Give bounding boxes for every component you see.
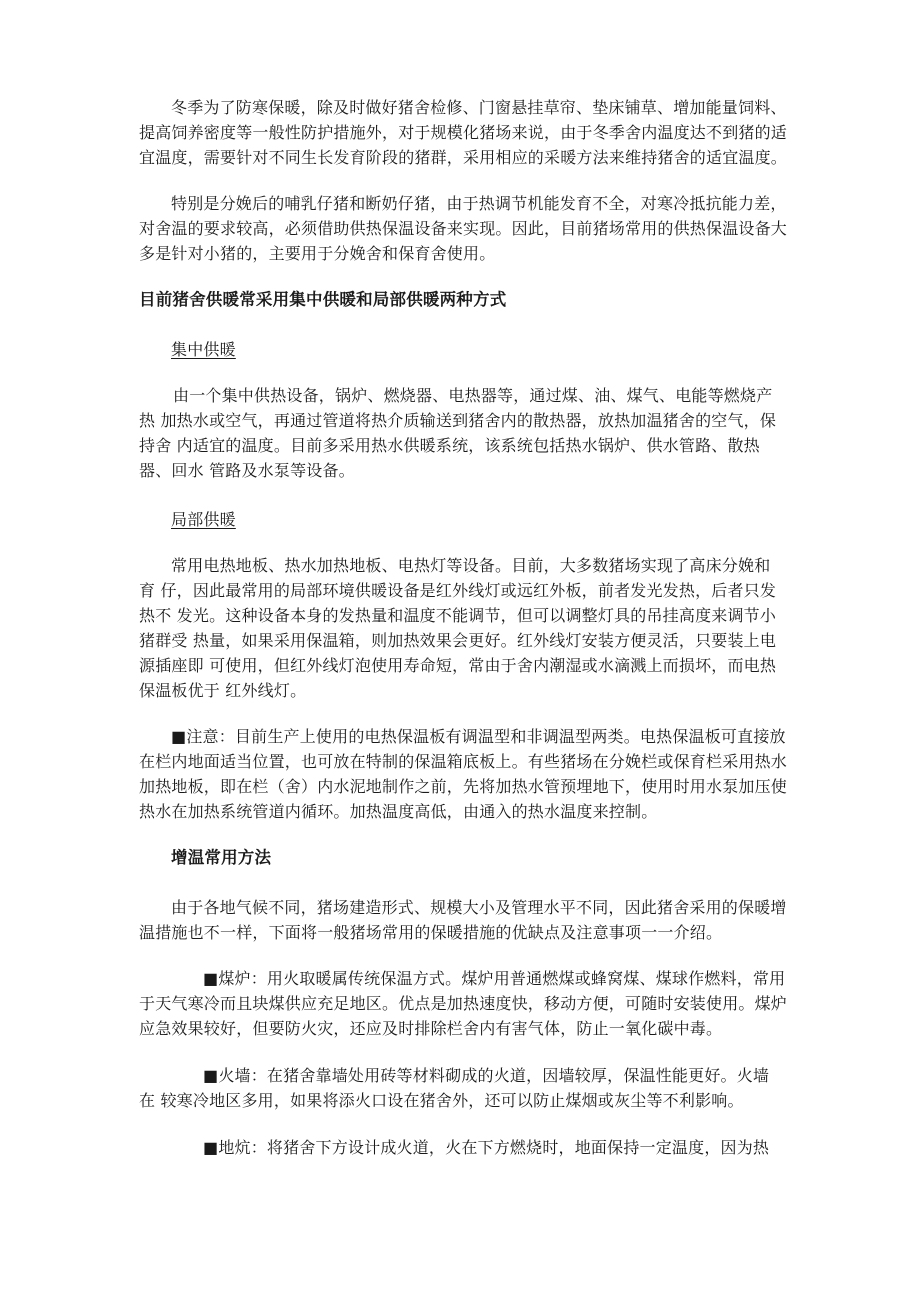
text-line: ■火墙：在猪舍靠墙处用砖等材料砌成的火道，因墙较厚，保温性能更好。火墙: [203, 1066, 770, 1085]
text-line: 加热地板，即在栏（舍）内水泥地制作之前，先将加热水管预埋地下，使用时用水泵加压使: [139, 777, 788, 796]
text-line: 持舍 内适宜的温度。目前多采用热水供暖系统，该系统包括热水锅炉、供水管路、散热: [139, 436, 760, 455]
text-line: 宜温度，需要针对不同生长发育阶段的猪群，采用相应的采暖方法来维持猪舍的适宜温度。: [139, 148, 788, 167]
text-line: 对舍温的要求较高，必须借助供热保温设备来实现。因此，目前猪场常用的供热保温设备大: [139, 219, 788, 238]
text-line: 源插座即 可使用，但红外线灯泡使用寿命短，常由于舍内潮湿或水滴溅上而损坏，而电热: [139, 656, 777, 675]
text-line: 猪群受 热量，如果采用保温箱，则加热效果会更好。红外线灯安装方便灵活，只要装上电: [139, 631, 777, 650]
text-line: 器、回水 管路及水泵等设备。: [139, 461, 355, 480]
subheading-central-heating: 集中供暖: [171, 340, 236, 359]
text-line: 应急效果较好，但要防火灾，还应及时排除栏舍内有害气体，防止一氧化碳中毒。: [139, 1019, 723, 1038]
text-line: 冬季为了防寒保暖，除及时做好猪舍检修、门窗悬挂草帘、垫床铺草、增加能量饲料、: [171, 98, 787, 117]
text-line: 育 仔，因此最常用的局部环境供暖设备是红外线灯或远红外板，前者发光发热，后者只发: [139, 581, 777, 600]
text-line: ■地炕：将猪舍下方设计成火道，火在下方燃烧时，地面保持一定温度，因为热: [203, 1138, 770, 1157]
text-line: 特别是分娩后的哺乳仔猪和断奶仔猪，由于热调节机能发育不全，对寒冷抵抗能力差，: [171, 194, 787, 213]
text-line: 提高饲养密度等一般性防护措施外，对于规模化猪场来说，由于冬季舍内温度达不到猪的适: [139, 123, 788, 142]
subheading-local-heating: 局部供暖: [171, 510, 236, 529]
text-line: 温措施也不一样，下面将一般猪场常用的保暖措施的优缺点及注意事项一一介绍。: [139, 923, 723, 942]
text-line: 热 加热水或空气，再通过管道将热介质输送到猪舍内的散热器，放热加温猪舍的空气，保: [139, 411, 777, 430]
section-heading-heating-methods: 目前猪舍供暖常采用集中供暖和局部供暖两种方式: [139, 290, 507, 309]
text-line: 热不 发光。这种设备本身的发热量和温度不能调节，但可以调整灯具的吊挂高度来调节小: [139, 606, 777, 625]
text-line: 热水在加热系统管道内循环。加热温度高低，由通入的热水温度来控制。: [139, 802, 658, 821]
text-line: 多是针对小猪的，主要用于分娩舍和保育舍使用。: [139, 244, 496, 263]
text-line: 常用电热地板、热水加热地板、电热灯等设备。目前，大多数猪场实现了高床分娩和: [171, 556, 771, 575]
text-line: 保温板优于 红外线灯。: [139, 681, 307, 700]
text-line: 由于各地气候不同，猪场建造形式、规模大小及管理水平不同，因此猪舍采用的保暖增: [171, 898, 787, 917]
text-line: 由一个集中供热设备，锅炉、燃烧器、电热器等，通过煤、油、煤气、电能等燃烧产: [173, 386, 773, 405]
section-heading-warming-methods: 增温常用方法: [171, 848, 272, 867]
text-line: ■注意：目前生产上使用的电热保温板有调温型和非调温型两类。电热保温板可直接放: [171, 727, 786, 746]
text-line: 于天气寒冷而且块煤供应充足地区。优点是加热速度快，移动方便，可随时安装使用。煤炉: [139, 994, 788, 1013]
text-line: 在 较寒冷地区多用，如果将添火口设在猪舍外，还可以防止煤烟或灰尘等不利影响。: [139, 1091, 744, 1110]
text-line: ■煤炉：用火取暖属传统保温方式。煤炉用普通燃煤或蜂窝煤、煤球作燃料，常用: [203, 969, 786, 988]
text-line: 在栏内地面适当位置，也可放在特制的保温箱底板上。有些猪场在分娩栏或保育栏采用热水: [139, 752, 788, 771]
